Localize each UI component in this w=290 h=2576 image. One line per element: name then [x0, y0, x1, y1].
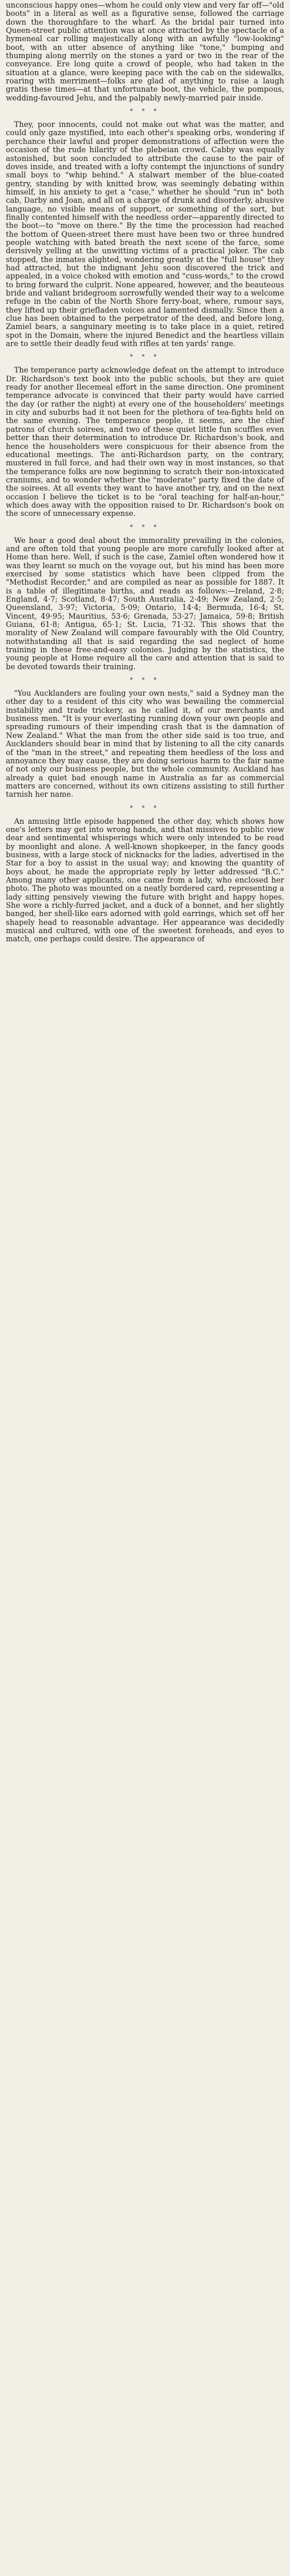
- section-separator: * * *: [130, 804, 160, 811]
- section-separator: * * *: [130, 677, 160, 684]
- newspaper-column: [0, 0, 290, 944]
- paragraph-letters-episode: An amusing little episode happened the other day, which shows how one's letters may get into wrong hands, and that missives to public view dear and sentimental whisperings which were only intended to be read by moonlight and alone. A well-known shopkeeper, in the fancy goods business, with a large stock of nicknacks for the ladies, advertised in the Star for a boy to assist in the usual way; and knowing the quantity of boys about, he made the appropriate reply by letter addressed "B.C." Among many other applicants, one came from a lady, who enclosed her photo. The photo was mounted on a neatly bordered card, representing a lady sitting pensively viewing the future with bright and happy hopes. She wore a richly-furred jacket, and a duck of a bonnet, and her slightly banged, her shell-like ears adorned with gold earrings, which set off her shapely head to reasonable advantage. Her appearance was decidedly musical and cultured, with one of the sweetest foreheads, and eyes to match, one perhaps could desire. The appearance of: [6, 816, 284, 944]
- paragraph-temperance-party: The temperance party acknowledge defeat on the attempt to introduce Dr. Richardson's text book into the public schools, but they are quiet ready for another Ilecemeal effort in the same direction. One prominent temperance advocate is convinced that their party would have carried the day (or rather the night) at every one of the householders' meetings in city and suburbs had it not been for the plethora of tea-fights held on the same evening. The temperance people, it seems, are the chief patrons of church soirees, and two of these quiet little fun scuffles even better than their determination to introduce Dr. Richardson's book, and hence the householders were conspicuous for their absence from the educational meetings. The anti-Richardson party, on the contrary, mustered in full force, and had their own way in most instances, so that the temperance folks are now beginning to scratch their non-intoxicated craniums, and to wonder whether the "moderate" party fixed the date of the soirees. At all events they want to have another try, and on the next occasion I believe the ticket is to be "oral teaching for half-an-hour," which does away with the opposition raised to Dr. Richardson's book on the score of unnecessary expense.: [6, 365, 284, 518]
- paragraph-old-boots: unconscious happy ones—whom he could only view and very far off—"old boots" in a literal as well as a figurative sense, followed the carriage down the thoroughfare to the wharf. As the bridal pair turned into Queen-street public attention was at once attracted by the spectacle of a hymeneal car rolling majestically along with an awfully "low-looking" boot, with an utter absence of anything like "tone," bumping and thumping along merrily on the stones a yard or two in the rear of the conveyance. Ere long quite a crowd of people, who had taken in the situation at a glance, were keeping pace with the cab on the sidewalks, roaring with merriment—folks are glad of anything to raise a laugh gratis these times—at that unfortunate boot, the vehicle, the pompous, wedding-favoured Jehu, and the palpably newly-married pair inside.: [6, 1, 284, 102]
- section-separator: * * *: [130, 108, 160, 115]
- paragraph-cab-procession: They, poor innocents, could not make out what was the matter, and could only gaze mystified, into each other's speaking orbs, wondering if perchance their lawful and proper demonstrations of affection were the occasion of the rude hilarity of the plebeian crowd. Cabby was equally astonished, but soon concluded to attribute the cause to the pair of doves inside, and treated with a lofty contempt the injunctions of sundry small boys to "whip behind." A stalwart member of the blue-coated gentry, standing by with knitted brow, was seemingly debating within himself, in his anxiety to get a "case," whether he should "run in" both cab, Darby and Joan, and all on a charge of drunk and disorderly, abusive language, no visible means of support, or something of the sort, but finally contented himself with the needless order—apparently directed to the boot—to "move on there." By the time the procession had reached the bottom of Queen-street there must have been two or three hundred people watching with bated breath the next scene of the farce, some derisively yelling at the unwitting victims of a practical joker. The cab stopped, the inmates alighted, wondering greatly at the "full house" they had attracted, but the indignant Jehu soon discovered the trick and appealed, in a voice choked with emotion and "cuss-words," to the crowd to bring forward the culprit. None appeared, however, and the beauteous bride and valiant bridegroom sorrowfully wended their way to a welcome refuge in the cabin of the North Shore ferry-boat, where, rumour says, they lifted up their griefladen voices and lamented dismally. Since then a clue has been obtained to the perpetrator of the deed, and before long, Zamiel bears, a sanguinary meeting is to take place in a quiet, retired spot in the Domain, where the injured Benedict and the heartless villain are to settle their deadly feud with rifles at ten yards' range.: [6, 120, 284, 348]
- paragraph-aucklanders-nests: "You Aucklanders are fouling your own nests," said a Sydney man the other day to a resident of this city who was bewailing the commercial instability and trade trickery, as he called it, of our merchants and business men. "It is your everlasting running down your own people and spreading rumours of their impending crash that is the damnation of New Zealand." What the man from the other side said is too true, and Aucklanders should bear in mind that by listening to all the city canards of the "man in the street," and repeating them heedless of the loss and annoyance they may cause, they are doing serious harm to the fair name of not only our business people, but the whole community. Auckland has already a quiet bad enough name in Australia as far as commercial matters are concerned, without its own citizens assisting to still further tarnish her name.: [6, 689, 284, 799]
- section-separator: * * *: [130, 354, 160, 361]
- section-separator: * * *: [130, 524, 160, 531]
- paragraph-immorality-statistics: We hear a good deal about the immorality prevailing in the colonies, and are often told that young people are more carefully looked after at Home than here. Well, if such is the case, Zamiel often wondered how it was they learnt so much on the voyage out, but his mind has been more exercised by some statistics which have been clipped from the "Methodist Recorder," and are compiled as near as possible for 1887. It is a table of illegitimate births, and reads as follows:—Ireland, 2·8; England, 4·7; Scotland, 8·47; South Australia, 2·49; New Zealand, 2·5; Queensland, 3·97; Victoria, 5·09; Ontario, 14·4; Bermuda, 16·4; St. Vincent, 49·95; Mauritius, 53·6; Grenada, 53·27; Jamaica, 59·8; British Guiana, 61·8; Antigua, 65·1; St. Lucia, 71·32. This shows that the morality of New Zealand will compare favourably with the Old Country, notwithstanding all that is said regarding the sad neglect of home training in these free-and-easy colonies. Judging by the statistics, the young people at Home require all the care and attention that is said to be devoted towards their training.: [6, 535, 284, 671]
